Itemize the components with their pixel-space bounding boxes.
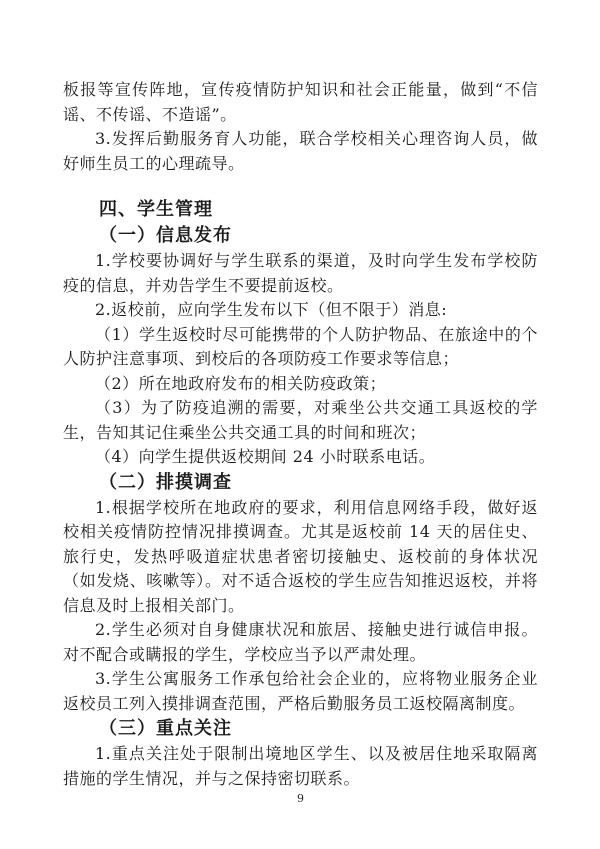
section-heading: （三）重点关注 [99,718,232,739]
paragraph: （1）学生返校时尽可能携带的个人防护物品、在旅途中的个人防护注意事项、到校后的各项防疫工作要求等信息； [63,324,538,368]
section-heading: 四、学生管理 [99,199,213,220]
paragraph: 3.学生公寓服务工作承包给社会企业的，应将物业服务企业返校员工列入摸排调查范围，严格后勤服务员工返校隔离制度。 [63,669,538,713]
paragraph: 1.根据学校所在地政府的要求，利用信息网络手段，做好返校相关疫情防控情况排摸调查。尤其是返校前 14 天的居住史、旅行史，发热呼吸道症状患者密切接触史、返校前的身体状况（如发烧、咳嗽等）。对不适合返校的学生应告知推迟返校，并将信息及时上报相关部门。 [63,497,538,615]
paragraph: （2）所在地政府发布的相关防疫政策； [95,373,387,393]
paragraph: 1.重点关注处于限制出境地区学生、以及被居住地采取隔离措施的学生情况，并与之保持密切联系。 [63,744,538,788]
paragraph: （4）向学生提供返校期间 24 小时联系电话。 [95,447,436,466]
section-heading: （二）排摸调查 [99,471,232,493]
document-body [63,78,538,791]
paragraph: 2.学生必须对自身健康状况和旅居、接触史进行诚信申报。对不配合或瞒报的学生，学校应当予以严肃处理。 [63,620,538,664]
paragraph: 板报等宣传阵地，宣传疫情防护知识和社会正能量，做到“不信谣、不传谣、不造谣”。 [63,80,538,124]
page-number: 9 [297,792,304,805]
paragraph: 2.返校前，应向学生发布以下（但不限于）消息: [95,300,448,319]
paragraph: 1.学校要协调好与学生联系的渠道，及时向学生发布学校防疫的信息，并劝告学生不要提前返校。 [63,251,538,295]
section-heading: （一）信息发布 [99,225,232,246]
paragraph: 3.发挥后勤服务育人功能，联合学校相关心理咨询人员，做好师生员工的心理疏导。 [63,129,538,173]
paragraph: （3）为了防疫追溯的需要，对乘坐公共交通工具返校的学生，告知其记住乘坐公共交通工具的时间和班次； [63,398,538,442]
